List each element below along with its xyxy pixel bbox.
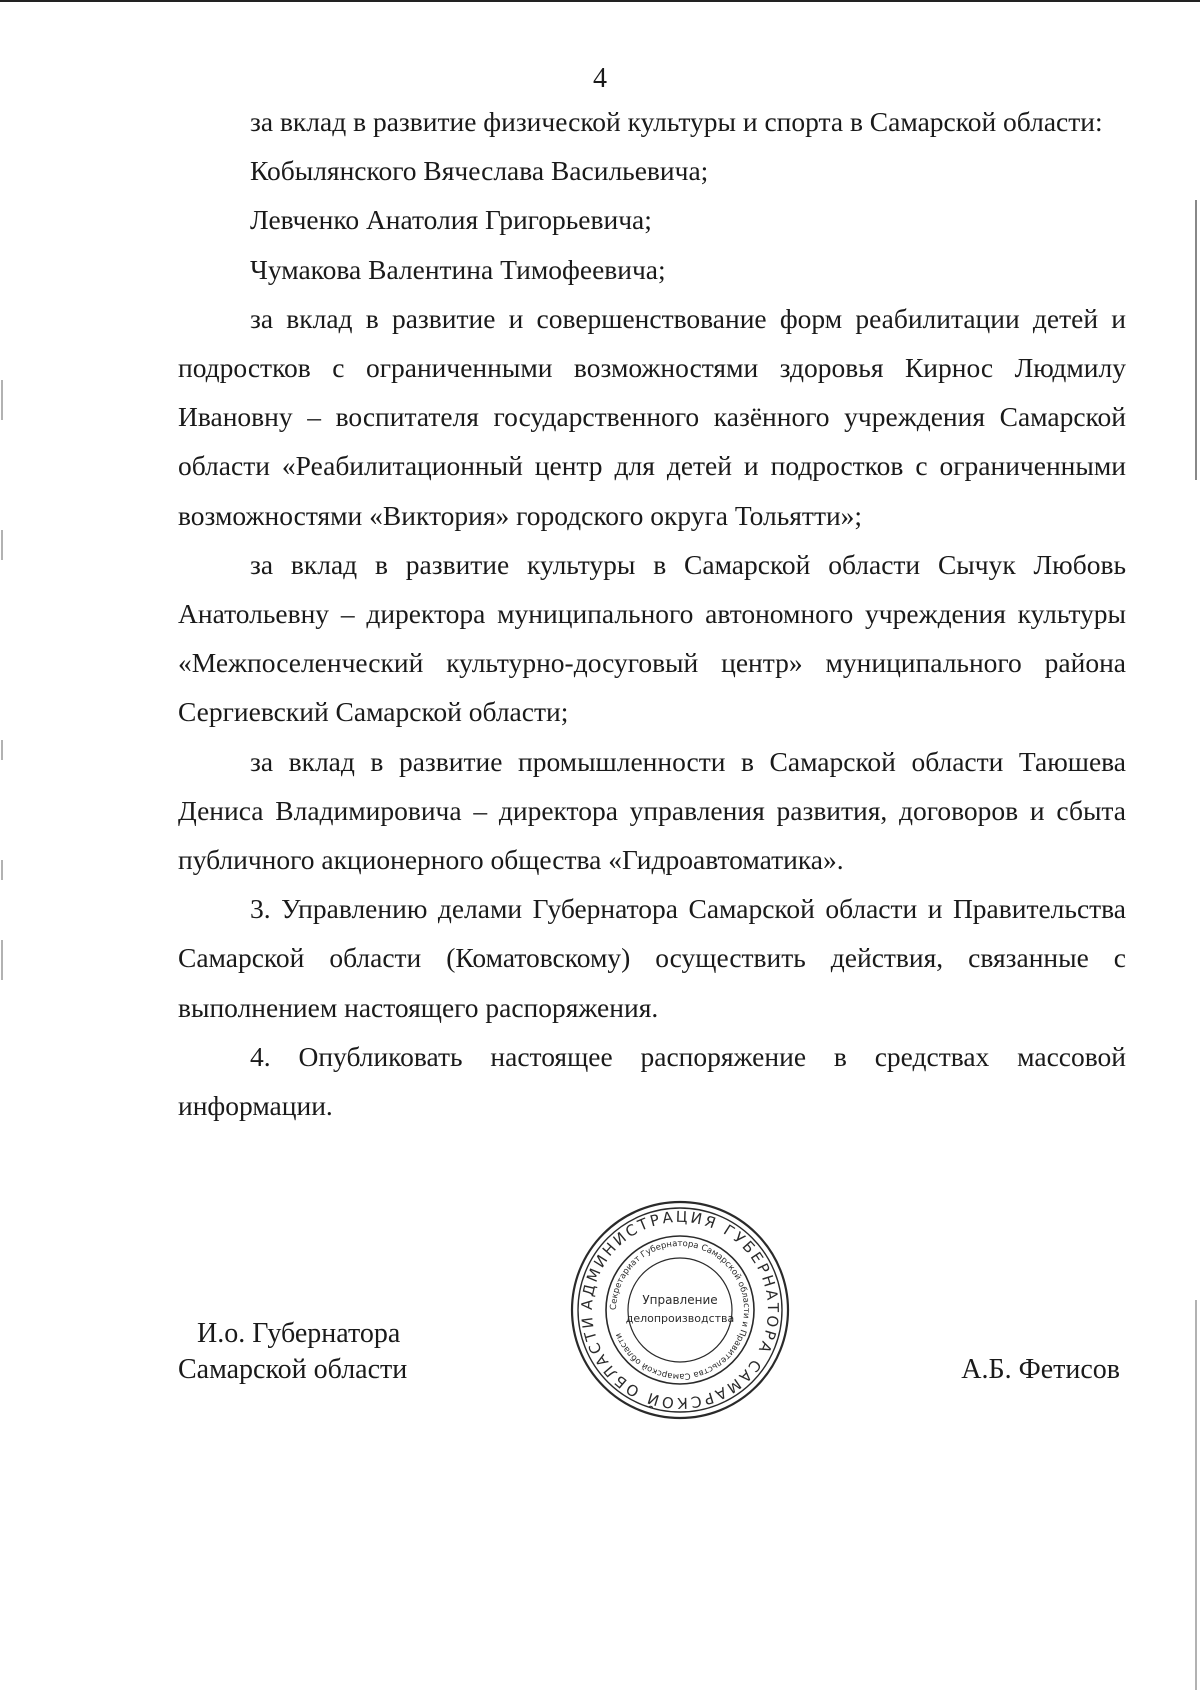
signatory-title-line2: Самарской области	[178, 1354, 408, 1385]
awardee-chumakov: Чумакова Валентина Тимофеевича;	[250, 253, 666, 285]
seal-center-line2: делопроизводства	[625, 1312, 735, 1325]
paragraph-item-3: 3. Управлению делами Губернатора Самарской области и Правительства Самарской области (Коматовскому) осуществить действия, связанные с выполнением настоящего распоряжения.	[178, 893, 1126, 1023]
paragraph-culture: за вклад в развитие культуры в Самарской области Сычук Любовь Анатольевну – директора муниципального автономного учреждения культуры «Межпоселенческий культурно-досуговый центр» муниципального района Сергиевский Самарской области;	[178, 548, 1126, 728]
seal-center-line1: Управление	[642, 1293, 718, 1307]
seal-inner-text: Секретариат Губернатора Самарской области и Правительства Самарской области	[608, 1238, 752, 1382]
paragraph-item-4: 4. Опубликовать настоящее распоряжение в средствах массовой информации.	[178, 1040, 1126, 1122]
awardee-levchenko: Левченко Анатолия Григорьевича;	[250, 204, 652, 236]
signature-block	[178, 1316, 1126, 1416]
awardee-kobylyansky: Кобылянского Вячеслава Васильевича;	[250, 155, 709, 187]
paragraph-industry: за вклад в развитие промышленности в Самарской области Таюшева Дениса Владимировича – директора управления развития, договоров и сбыта публичного акционерного общества «Гидроавтоматика».	[178, 745, 1126, 876]
signatory-title	[178, 1316, 407, 1388]
paragraph-rehabilitation: за вклад в развитие и совершенствование форм реабилитации детей и подростков с ограниченными возможностями здоровья Кирнос Людмилу Ивановну – воспитателя государственного казённого учреждения Самарской области «Реабилитационный центр для детей и подростков с ограниченными возможностями «Виктория» городского округа Тольятти»;	[178, 302, 1126, 531]
document-body	[178, 97, 1126, 1130]
signatory-name: А.Б. Фетисов	[961, 1354, 1120, 1385]
paragraph-sport: за вклад в развитие физической культуры и спорта в Самарской области:	[250, 106, 1103, 137]
top-border	[0, 0, 1200, 2]
signatory-title-line1: И.о. Губернатора	[196, 1318, 401, 1349]
page-number: 4	[593, 63, 607, 94]
seal-outer-text: АДМИНИСТРАЦИЯ ГУБЕРНАТОРА САМАРСКОЙ ОБЛАСТИ	[577, 1207, 783, 1413]
